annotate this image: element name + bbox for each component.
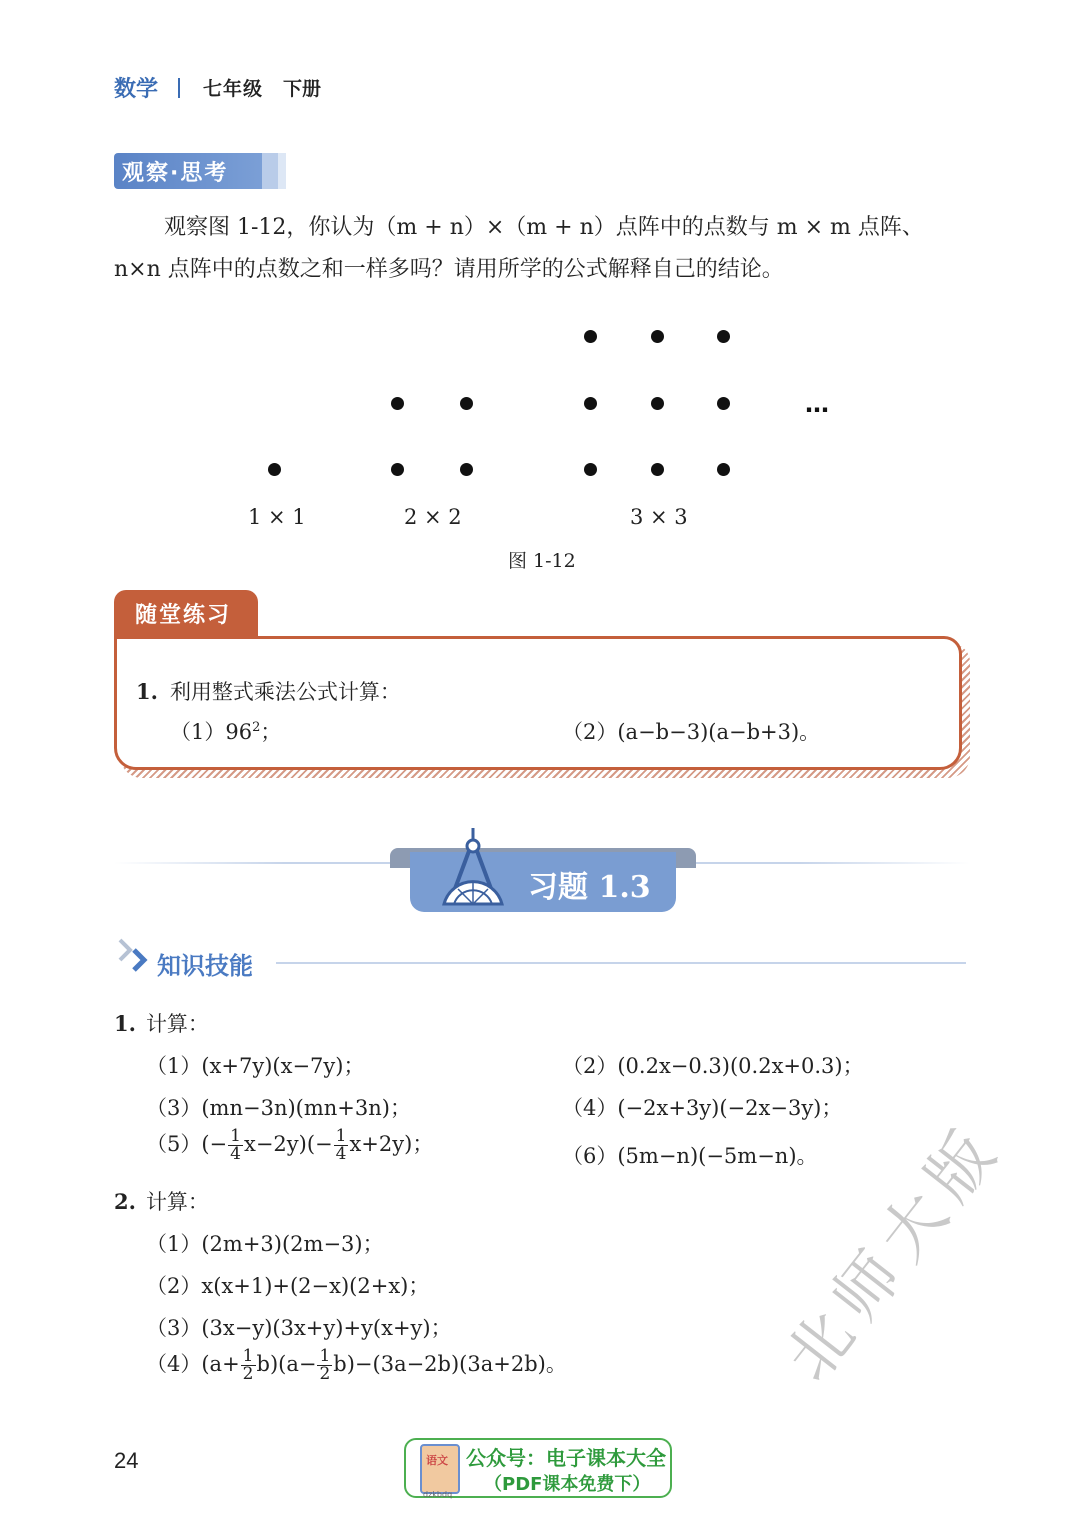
watermark-line1: 公众号：电子课本大全 (466, 1446, 666, 1470)
q1-item-6: （6）(5m−n)(−5m−n)。 (562, 1144, 818, 1168)
expr-part: x+2y)； (349, 1132, 434, 1156)
item-label: （1） (170, 720, 226, 744)
dot (584, 463, 597, 476)
dot (391, 463, 404, 476)
q1-item-2: （2）(0.2x−0.3)(0.2x+0.3)； (562, 1054, 864, 1078)
numerator: 1 (230, 1126, 241, 1146)
dot (268, 463, 281, 476)
fraction (317, 1348, 332, 1383)
figure-caption: 图 1-12 (508, 550, 576, 572)
expr-part: b)(a− (256, 1352, 317, 1376)
numerator: 1 (242, 1346, 254, 1366)
dot (717, 463, 730, 476)
practice-question (136, 676, 401, 706)
expr-part: b)−(3a−2b)(3a+2b)。 (333, 1352, 567, 1376)
question-number: 2. (114, 1189, 136, 1214)
numerator: 1 (319, 1346, 331, 1366)
practice-item-1 (170, 716, 281, 746)
observe-tag-accent (262, 153, 278, 189)
denominator: 4 (230, 1144, 241, 1164)
dot (391, 397, 404, 410)
q2-item-2: （2）x(x+1)+(2−x)(2+x)； (146, 1274, 430, 1298)
expr-part: （5）(− (146, 1132, 228, 1156)
practice-question-number: 1. (136, 679, 158, 704)
dot (717, 397, 730, 410)
page-number: 24 (114, 1448, 139, 1473)
compass-protractor-icon (436, 824, 510, 914)
q1-item-5 (146, 1128, 433, 1163)
denominator: 2 (242, 1364, 254, 1384)
grade-label: 七年级 (203, 78, 264, 100)
publisher-stamp: 北师大版 (771, 1109, 1018, 1395)
question-label: 计算： (145, 1190, 209, 1214)
numerator: 1 (335, 1126, 347, 1146)
chevron-right-icon (116, 936, 156, 976)
q2-item-1: （1）(2m+3)(2m−3)； (146, 1232, 384, 1256)
grid-label-3x3: 3 × 3 (630, 505, 688, 529)
practice-tab-label: 随堂练习 (135, 603, 232, 628)
q1-item-3: （3）(mn−3n)(mn+3n)； (146, 1096, 411, 1120)
q2-item-4 (146, 1348, 567, 1383)
denominator: 4 (335, 1144, 347, 1164)
dot (460, 463, 473, 476)
dot (651, 330, 664, 343)
dot (584, 330, 597, 343)
section-divider (276, 962, 966, 964)
observe-tag-accent-light (278, 153, 286, 189)
q1-item-1: （1）(x+7y)(x−7y)； (146, 1054, 365, 1078)
expr-part: x−2y)(− (243, 1132, 333, 1156)
exponent: 2 (252, 720, 261, 735)
fraction (241, 1348, 256, 1383)
denominator: 2 (319, 1364, 331, 1384)
subject-title: 数学 (114, 77, 159, 102)
practice-question-text: 利用整式乘法公式计算： (169, 680, 401, 704)
dot (651, 397, 664, 410)
expr-part: （4）(a+ (146, 1352, 240, 1376)
section-heading: 知识技能 (157, 952, 253, 980)
question-2-header (114, 1186, 209, 1216)
grid-label-1x1: 1 × 1 (248, 505, 306, 529)
observe-paragraph-line1: 观察图 1-12，你认为（m + n）×（m + n）点阵中的点数与 m × m 点阵、 (164, 215, 924, 240)
fraction (228, 1128, 243, 1163)
volume-label: 下册 (283, 78, 322, 100)
dot (584, 397, 597, 410)
ellipsis: … (805, 390, 830, 418)
book-icon-label: 语文 (426, 1454, 448, 1467)
grid-label-2x2: 2 × 2 (404, 505, 462, 529)
practice-item-2: （2）(a−b−3)(a−b+3)。 (562, 720, 821, 744)
question-label: 计算： (145, 1012, 209, 1036)
watermark-small-text: dzkbdq (423, 1490, 453, 1499)
observe-tag-label: 观察·思考 (122, 161, 229, 186)
observe-paragraph-line2: n×n 点阵中的点数之和一样多吗？请用所学的公式解释自己的结论。 (114, 257, 784, 282)
dot (717, 330, 730, 343)
dot (460, 397, 473, 410)
question-1-header (114, 1008, 209, 1038)
fraction (334, 1128, 349, 1163)
item-tail: ； (260, 720, 282, 744)
question-number: 1. (114, 1011, 136, 1036)
exercise-title: 习题 1.3 (528, 870, 651, 905)
q2-item-3: （3）(3x−y)(3x+y)+y(x+y)； (146, 1316, 452, 1340)
q1-item-4: （4）(−2x+3y)(−2x−3y)； (562, 1096, 843, 1120)
base: 96 (225, 720, 253, 744)
watermark-line2: （PDF课本免费下） (484, 1474, 651, 1495)
dot (651, 463, 664, 476)
header-divider (178, 78, 180, 98)
